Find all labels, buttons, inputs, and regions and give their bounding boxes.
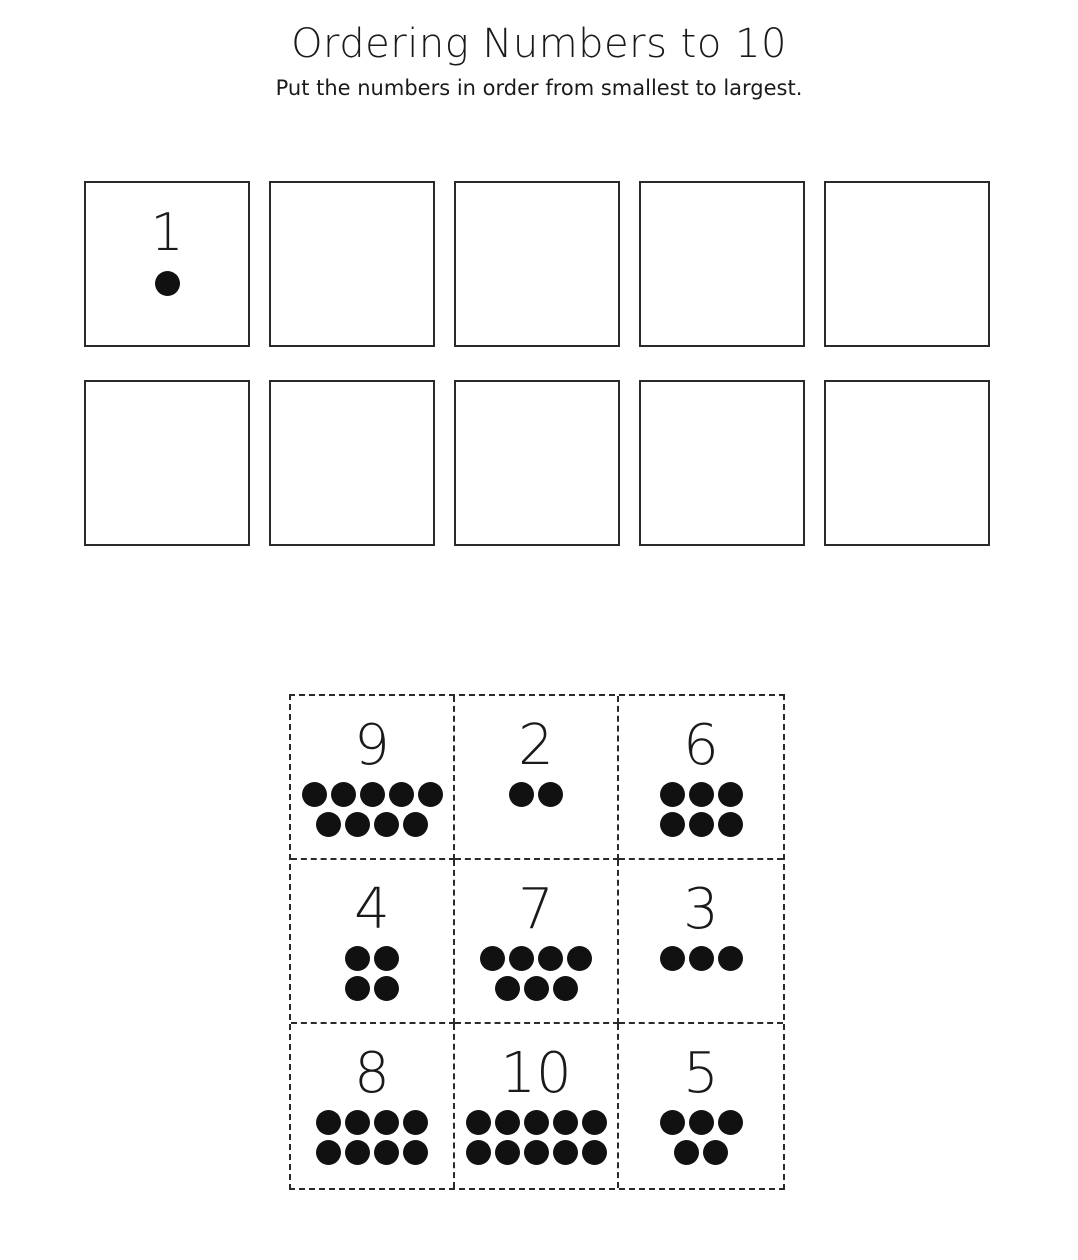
counting-dot: [495, 976, 520, 1001]
answer-box-10[interactable]: [824, 380, 990, 546]
number-card-9[interactable]: [291, 696, 455, 860]
counting-dot: [316, 1140, 341, 1165]
dot-group: [455, 946, 617, 1001]
counting-dot: [374, 1110, 399, 1135]
counting-dot: [538, 782, 563, 807]
answer-box-8[interactable]: [454, 380, 620, 546]
counting-dot: [374, 1140, 399, 1165]
dot-group: [291, 1110, 453, 1165]
dot-group: [86, 271, 248, 296]
counting-dot: [466, 1140, 491, 1165]
counting-dot: [689, 1110, 714, 1135]
counting-dot: [718, 782, 743, 807]
counting-dot: [703, 1140, 728, 1165]
dot-row: [660, 782, 743, 807]
counting-dot: [689, 812, 714, 837]
dot-row: [495, 976, 578, 1001]
card-number: 6: [683, 713, 719, 778]
counting-dot: [480, 946, 505, 971]
card-number: 3: [683, 877, 719, 942]
counting-dot: [403, 812, 428, 837]
counting-dot: [418, 782, 443, 807]
counting-dot: [718, 946, 743, 971]
number-card-2[interactable]: [455, 696, 619, 860]
counting-dot: [360, 782, 385, 807]
counting-dot: [316, 1110, 341, 1135]
counting-dot: [660, 946, 685, 971]
dot-row: [345, 976, 399, 1001]
dot-group: [619, 1110, 783, 1165]
counting-dot: [345, 1140, 370, 1165]
card-number: 10: [500, 1041, 572, 1106]
dot-group: [291, 946, 453, 1001]
answer-box-3[interactable]: [454, 181, 620, 347]
card-number: 5: [683, 1041, 719, 1106]
dot-row: [316, 812, 428, 837]
counting-dot: [374, 946, 399, 971]
counting-dot: [302, 782, 327, 807]
counting-dot: [582, 1110, 607, 1135]
number-card-8[interactable]: [291, 1024, 455, 1188]
counting-dot: [660, 782, 685, 807]
dot-row: [302, 782, 443, 807]
counting-dot: [374, 976, 399, 1001]
counting-dot: [155, 271, 180, 296]
answer-box-5[interactable]: [824, 181, 990, 347]
counting-dot: [524, 976, 549, 1001]
dot-row: [316, 1140, 428, 1165]
counting-dot: [674, 1140, 699, 1165]
dot-row: [509, 782, 563, 807]
card-number: 4: [354, 877, 390, 942]
answer-box-4[interactable]: [639, 181, 805, 347]
dot-group: [455, 782, 617, 807]
answer-grid: [84, 181, 992, 546]
instructions: Put the numbers in order from smallest to largest.: [275, 76, 803, 100]
counting-dot: [538, 946, 563, 971]
number-cards-sheet: [289, 694, 785, 1190]
number-card-6[interactable]: [619, 696, 783, 860]
answer-box-6[interactable]: [84, 380, 250, 546]
counting-dot: [553, 976, 578, 1001]
dot-row: [345, 946, 399, 971]
number-card-10[interactable]: [455, 1024, 619, 1188]
dot-group: [291, 782, 453, 837]
counting-dot: [718, 1110, 743, 1135]
counting-dot: [403, 1140, 428, 1165]
number-card-7[interactable]: [455, 860, 619, 1024]
dot-group: [619, 946, 783, 971]
dot-row: [660, 946, 743, 971]
number-card-3[interactable]: [619, 860, 783, 1024]
counting-dot: [553, 1110, 578, 1135]
counting-dot: [345, 1110, 370, 1135]
counting-dot: [660, 812, 685, 837]
counting-dot: [345, 976, 370, 1001]
number-card-4[interactable]: [291, 860, 455, 1024]
dot-row: [480, 946, 592, 971]
counting-dot: [509, 946, 534, 971]
counting-dot: [495, 1110, 520, 1135]
answer-box-7[interactable]: [269, 380, 435, 546]
answer-box-9[interactable]: [639, 380, 805, 546]
counting-dot: [718, 812, 743, 837]
counting-dot: [345, 946, 370, 971]
counting-dot: [689, 946, 714, 971]
card-number: 7: [518, 877, 554, 942]
counting-dot: [403, 1110, 428, 1135]
dot-row: [674, 1140, 728, 1165]
counting-dot: [495, 1140, 520, 1165]
card-number: 9: [354, 713, 390, 778]
counting-dot: [582, 1140, 607, 1165]
dot-row: [316, 1110, 428, 1135]
counting-dot: [316, 812, 341, 837]
counting-dot: [331, 782, 356, 807]
counting-dot: [466, 1110, 491, 1135]
counting-dot: [553, 1140, 578, 1165]
card-number: 2: [518, 713, 554, 778]
dot-row: [660, 812, 743, 837]
number-card-5[interactable]: [619, 1024, 783, 1188]
dot-row: [155, 271, 180, 296]
answer-box-number: 1: [150, 203, 184, 263]
counting-dot: [345, 812, 370, 837]
counting-dot: [660, 1110, 685, 1135]
counting-dot: [389, 782, 414, 807]
dot-row: [466, 1110, 607, 1135]
counting-dot: [524, 1140, 549, 1165]
counting-dot: [524, 1110, 549, 1135]
answer-box-2[interactable]: [269, 181, 435, 347]
card-number: 8: [354, 1041, 390, 1106]
page-title: Ordering Numbers to 10: [291, 21, 787, 67]
counting-dot: [374, 812, 399, 837]
dot-group: [619, 782, 783, 837]
dot-group: [455, 1110, 617, 1165]
counting-dot: [689, 782, 714, 807]
dot-row: [660, 1110, 743, 1135]
dot-row: [466, 1140, 607, 1165]
counting-dot: [509, 782, 534, 807]
counting-dot: [567, 946, 592, 971]
answer-box-1[interactable]: [84, 181, 250, 347]
